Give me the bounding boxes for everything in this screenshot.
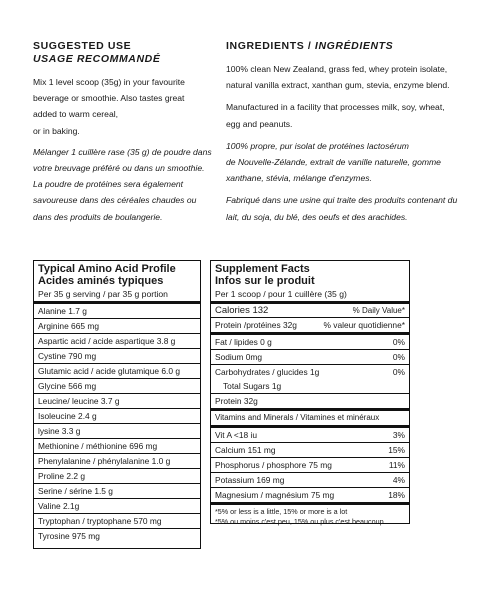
daily-value-header: % Daily Value* xyxy=(352,306,405,315)
vitamin-label: Potassium 169 mg xyxy=(215,475,285,485)
vitamin-value: 15% xyxy=(388,445,405,455)
text-line: natural vanilla extract, xanthan gum, stevia, enzyme blend. xyxy=(226,80,450,91)
nutrient-row xyxy=(211,349,409,364)
text-line: La poudre de protéines sera également xyxy=(33,179,184,190)
amino-row: Serine / sérine 1.5 g xyxy=(34,483,200,498)
nutrient-row xyxy=(211,364,409,379)
protein-row: Protein 32g xyxy=(211,393,409,408)
text-line: de Nouvelle-Zélande, extrait de vanille naturelle, gomme xyxy=(226,157,441,168)
text-line: Mix 1 level scoop (35g) in your favourite xyxy=(33,77,185,87)
amino-row: Valine 2.1g xyxy=(34,498,200,513)
amino-row: Phenylalanine / phénylalanine 1.0 g xyxy=(34,453,200,468)
vitamin-row xyxy=(211,442,409,457)
vitamin-label: Calcium 151 mg xyxy=(215,445,276,455)
text-line: or in baking. xyxy=(33,125,80,136)
ingredients-en-text xyxy=(226,61,476,93)
supplement-title-fr: Infos sur le produit xyxy=(215,275,315,287)
nutrient-value: 0% xyxy=(392,337,405,347)
amino-row: Glycine 566 mg xyxy=(34,378,200,393)
vitamin-value: 18% xyxy=(388,490,405,500)
amino-row: Methionine / méthionine 696 mg xyxy=(34,438,200,453)
protein-dv-row xyxy=(211,317,409,332)
vitamin-label: Magnesium / magnésium 75 mg xyxy=(215,490,335,500)
supplement-title-en: Supplement Facts xyxy=(215,263,310,275)
amino-row: Isoleucine 2.4 g xyxy=(34,408,200,423)
text-line: Mélanger 1 cuillère rase (35 g) de poudre dans xyxy=(33,146,212,157)
footnote-fr: *5% ou moins c'est peu, 15% ou plus c'est beaucoup xyxy=(215,517,384,526)
text-line: 100% clean New Zealand, grass fed, whey protein isolate, xyxy=(226,64,448,74)
supplement-facts-panel xyxy=(210,260,410,524)
nutrient-row xyxy=(211,332,409,349)
vitamin-value: 3% xyxy=(392,430,405,440)
amino-title-fr: Acides aminés typiques xyxy=(38,275,164,287)
text-line: lait, du soja, du blé, des oeufs et des arachides. xyxy=(226,211,408,222)
nutrient-label: Fat / lipides 0 g xyxy=(215,337,272,347)
daily-value-header-fr: % valeur quotidienne* xyxy=(323,320,405,330)
amino-row: Cystine 790 mg xyxy=(34,348,200,363)
calories-label: Calories 132 xyxy=(215,305,269,316)
ingredients-title xyxy=(226,40,476,52)
suggested-use-title: SUGGESTED USE xyxy=(33,40,132,52)
vitamin-row xyxy=(211,425,409,442)
vitamin-row xyxy=(211,487,409,502)
text-line: Manufactured in a facility that processes milk, soy, wheat, xyxy=(226,102,445,113)
text-line: xanthane, stévia, mélange d'enzymes. xyxy=(226,173,372,184)
amino-serving: Per 35 g serving / par 35 g portion xyxy=(38,289,168,299)
amino-row: Arginine 665 mg xyxy=(34,318,200,333)
vitamin-value: 11% xyxy=(388,460,405,470)
ingredients-title-en: INGREDIENTS xyxy=(226,40,305,52)
nutrient-value: 0% xyxy=(392,352,405,362)
amino-row: Tryptophan / tryptophane 570 mg xyxy=(34,513,200,528)
suggested-use-fr-text xyxy=(33,144,223,225)
title-separator: / xyxy=(304,40,315,52)
protein-label: Protein /protéines 32g xyxy=(215,320,297,330)
vitamin-label: Vit A <18 iu xyxy=(215,430,257,440)
amino-title-en: Typical Amino Acid Profile xyxy=(38,263,176,275)
amino-row: Alanine 1.7 g xyxy=(34,301,200,318)
nutrient-label: Sodium 0mg xyxy=(215,352,263,362)
ingredients-section xyxy=(226,40,476,225)
vitamin-row xyxy=(211,472,409,487)
amino-row: Proline 2.2 g xyxy=(34,468,200,483)
supplement-serving: Per 1 scoop / pour 1 cuillère (35 g) xyxy=(215,289,347,299)
vitamin-row xyxy=(211,457,409,472)
text-line: Fabriqué dans une usine qui traite des produits contenant du xyxy=(226,195,458,206)
nutrient-value: 0% xyxy=(392,367,405,377)
ingredients-en-facility xyxy=(226,99,476,131)
amino-row: Aspartic acid / acide aspartique 3.8 g xyxy=(34,333,200,348)
text-line: egg and peanuts. xyxy=(226,118,293,129)
text-line: dans des produits de boulangerie. xyxy=(33,211,163,222)
amino-row: lysine 3.3 g xyxy=(34,423,200,438)
suggested-use-section xyxy=(33,40,223,225)
sugars-row: Total Sugars 1g xyxy=(223,381,282,391)
suggested-use-en-text xyxy=(33,74,223,139)
footnote-en: *5% or less is a little, 15% or more is a lot xyxy=(211,502,409,517)
suggested-use-title-fr: USAGE RECOMMANDÉ xyxy=(33,53,161,65)
amino-acid-panel xyxy=(33,260,201,549)
text-line: savoureuse dans des céréales chaudes ou xyxy=(33,195,197,206)
ingredients-title-fr: INGRÉDIENTS xyxy=(314,40,394,52)
text-line: votre breuvage préféré ou dans un smoothie. xyxy=(33,163,205,174)
text-line: added to warm cereal, xyxy=(33,109,119,120)
vitamins-header: Vitamins and Minerals / Vitamines et minéraux xyxy=(211,408,409,425)
vitamin-label: Phosphorus / phosphore 75 mg xyxy=(215,460,332,470)
text-line: beverage or smoothie. Also tastes great xyxy=(33,93,185,104)
amino-row: Glutamic acid / acide glutamique 6.0 g xyxy=(34,363,200,378)
ingredients-fr-facility xyxy=(226,192,476,224)
amino-row: Tyrosine 975 mg xyxy=(34,528,200,543)
amino-row: Leucine/ leucine 3.7 g xyxy=(34,393,200,408)
text-line: 100% propre, pur isolat de protéines lactosérum xyxy=(226,140,409,151)
calories-row xyxy=(211,301,409,317)
vitamin-value: 4% xyxy=(392,475,405,485)
nutrient-label: Carbohydrates / glucides 1g xyxy=(215,367,320,377)
ingredients-fr-text xyxy=(226,138,476,187)
